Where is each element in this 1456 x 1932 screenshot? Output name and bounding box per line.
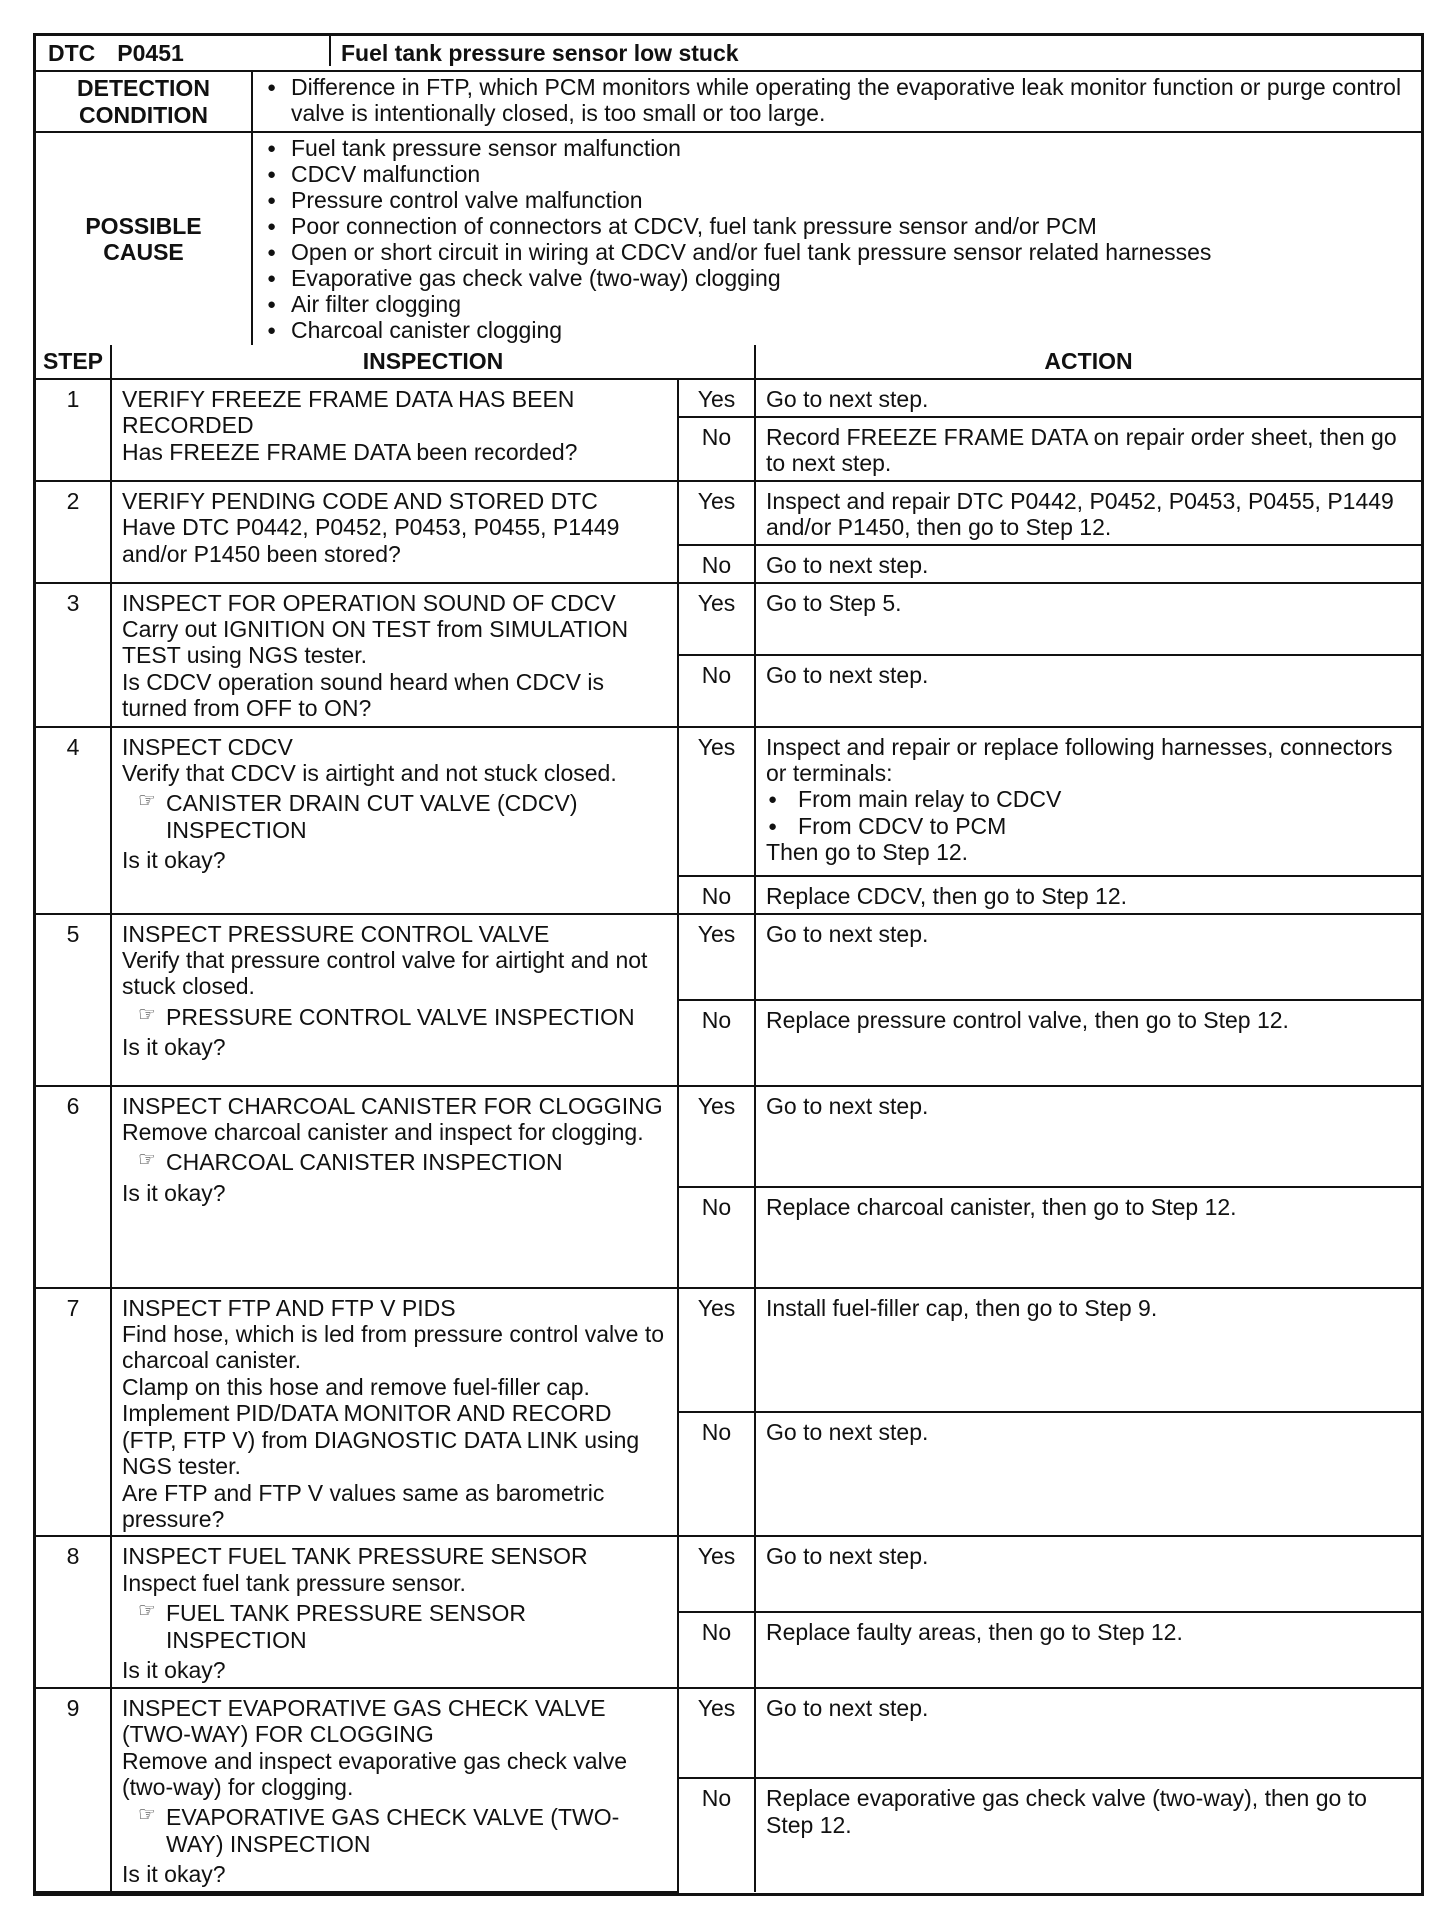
step-instruction: Implement PID/DATA MONITOR AND RECORD (FTP, FTP V) from DIAGNOSTIC DATA LINK using NGS tester. [122, 1400, 640, 1480]
step-title: INSPECT FUEL TANK PRESSURE SENSOR [122, 1543, 588, 1570]
step-instruction: Carry out IGNITION ON TEST from SIMULATION TEST using NGS tester. [122, 615, 629, 669]
step-instruction: Is CDCV operation sound heard when CDCV is turned from OFF to ON? [122, 668, 604, 722]
reference-text: EVAPORATIVE GAS CHECK VALVE (TWO-WAY) INSPECTION [166, 1804, 620, 1857]
step-instruction: Clamp on this hose and remove fuel-filler cap. [122, 1373, 590, 1400]
reference-text: CHARCOAL CANISTER INSPECTION [166, 1149, 563, 1176]
possible-cause-label: POSSIBLE CAUSE [36, 133, 253, 345]
step-number: 9 [36, 1688, 111, 1892]
step-row [36, 914, 1421, 1000]
step-inspection [111, 481, 678, 583]
step-row [36, 1086, 1421, 1187]
no-action: Replace faulty areas, then go to Step 12. [755, 1612, 1421, 1688]
step-number: 7 [36, 1288, 111, 1537]
step-number: 8 [36, 1536, 111, 1687]
yes-action [755, 1288, 1421, 1412]
dtc-code-cell [36, 36, 331, 66]
step-instruction: Verify that pressure control valve for airtight and not stuck closed. [122, 946, 648, 1000]
step-question: Is it okay? [122, 1657, 226, 1684]
no-label: No [678, 545, 755, 583]
step-question: Is it okay? [122, 847, 226, 874]
no-action: Replace CDCV, then go to Step 12. [755, 876, 1421, 914]
possible-cause-row [36, 133, 1421, 345]
no-action: Record FREEZE FRAME DATA on repair order sheet, then go to next step. [755, 417, 1421, 481]
no-action: Replace charcoal canister, then go to Step 12. [755, 1187, 1421, 1288]
step-number: 6 [36, 1086, 111, 1288]
pointing-hand-icon: ☞ [138, 790, 156, 813]
no-label: No [678, 1612, 755, 1688]
step-instruction: Remove and inspect evaporative gas check valve (two-way) for clogging. [122, 1747, 628, 1800]
step-number: 2 [36, 481, 111, 583]
reference-link[interactable] [122, 1004, 669, 1030]
yes-label: Yes [678, 481, 755, 545]
no-label: No [678, 1187, 755, 1288]
action-header: ACTION [755, 345, 1421, 378]
yes-action-text: Go to next step. [766, 1543, 929, 1570]
yes-label: Yes [678, 1086, 755, 1187]
dtc-title: Fuel tank pressure sensor low stuck [341, 40, 739, 66]
dtc-label: DTC [48, 40, 96, 66]
yes-label: Yes [678, 1688, 755, 1779]
step-title: VERIFY FREEZE FRAME DATA HAS BEEN RECORDED [122, 385, 575, 439]
step-inspection [111, 1086, 678, 1288]
reference-text: CANISTER DRAIN CUT VALVE (CDCV) INSPECTION [166, 790, 578, 843]
step-row [36, 727, 1421, 876]
step-header: STEP [36, 345, 111, 378]
step-number: 1 [36, 379, 111, 481]
pointing-hand-icon: ☞ [138, 1804, 156, 1827]
step-title: VERIFY PENDING CODE AND STORED DTC [122, 487, 598, 514]
step-inspection [111, 1288, 678, 1537]
step-instruction: Find hose, which is led from pressure control valve to charcoal canister. [122, 1320, 665, 1374]
no-label: No [678, 876, 755, 914]
yes-action-text: Go to next step. [766, 1694, 929, 1721]
step-inspection [111, 1688, 678, 1892]
yes-action [755, 727, 1421, 876]
no-action: Go to next step. [755, 655, 1421, 727]
reference-text: FUEL TANK PRESSURE SENSOR INSPECTION [166, 1600, 526, 1653]
step-row [36, 1536, 1421, 1612]
step-row [36, 1288, 1421, 1412]
yes-action [755, 1688, 1421, 1779]
step-title: INSPECT CHARCOAL CANISTER FOR CLOGGING [122, 1092, 663, 1119]
step-inspection [111, 379, 678, 481]
yes-action-text: Go to next step. [766, 385, 929, 412]
step-number: 3 [36, 583, 111, 727]
step-row [36, 1688, 1421, 1779]
step-row [36, 583, 1421, 655]
step-question: Is it okay? [122, 1034, 226, 1061]
reference-link[interactable] [122, 1804, 669, 1857]
step-row [36, 481, 1421, 545]
yes-action-text: Go to next step. [766, 920, 929, 947]
yes-action [755, 481, 1421, 545]
no-action: Replace evaporative gas check valve (two-way), then go to Step 12. [755, 1778, 1421, 1891]
yes-action [755, 583, 1421, 655]
yes-action-bullet: ● From main relay to CDCV [766, 786, 1413, 812]
no-label: No [678, 417, 755, 481]
yes-action-text: Install fuel-filler cap, then go to Step 9. [766, 1294, 1158, 1321]
step-title: INSPECT FOR OPERATION SOUND OF CDCV [122, 589, 616, 616]
yes-label: Yes [678, 1536, 755, 1612]
yes-action-text: Go to Step 5. [766, 589, 902, 616]
inspection-table [36, 345, 1421, 1892]
pointing-hand-icon: ☞ [138, 1600, 156, 1623]
yes-label: Yes [678, 379, 755, 417]
step-title: INSPECT EVAPORATIVE GAS CHECK VALVE (TWO-WAY) FOR CLOGGING [122, 1694, 606, 1748]
step-inspection [111, 1536, 678, 1687]
possible-cause-item: ● CDCV malfunction [261, 161, 1413, 187]
yes-label: Yes [678, 1288, 755, 1412]
possible-cause-item: ● Poor connection of connectors at CDCV, fuel tank pressure sensor and/or PCM [261, 213, 1413, 239]
step-instruction: Has FREEZE FRAME DATA been recorded? [122, 438, 578, 465]
yes-action [755, 914, 1421, 1000]
no-label: No [678, 1000, 755, 1086]
possible-cause-item: ● Open or short circuit in wiring at CDCV and/or fuel tank pressure sensor related harnesses [261, 239, 1413, 265]
step-question: Is it okay? [122, 1861, 226, 1888]
step-number: 4 [36, 727, 111, 914]
yes-action-text: Go to next step. [766, 1092, 929, 1119]
possible-cause-item: ● Charcoal canister clogging [261, 317, 1413, 343]
step-title: INSPECT FTP AND FTP V PIDS [122, 1294, 456, 1321]
yes-action [755, 1536, 1421, 1612]
yes-action-bullet: ● From CDCV to PCM [766, 813, 1413, 839]
step-instruction: Remove charcoal canister and inspect for clogging. [122, 1118, 644, 1145]
reference-link[interactable] [122, 790, 669, 843]
detection-condition-row [36, 72, 1421, 133]
reference-text: PRESSURE CONTROL VALVE INSPECTION [166, 1003, 635, 1030]
step-inspection [111, 727, 678, 914]
no-action: Go to next step. [755, 545, 1421, 583]
reference-link[interactable] [122, 1149, 669, 1175]
possible-cause-item: ● Evaporative gas check valve (two-way) clogging [261, 265, 1413, 291]
pointing-hand-icon: ☞ [138, 1149, 156, 1172]
step-instruction: Have DTC P0442, P0452, P0453, P0455, P1449 and/or P1450 been stored? [122, 514, 620, 567]
no-action: Go to next step. [755, 1412, 1421, 1536]
detection-condition-item: ● Difference in FTP, which PCM monitors while operating the evaporative leak monitor function or purge control valve is intentionally closed, is too small or too large. [261, 74, 1413, 126]
step-title: INSPECT PRESSURE CONTROL VALVE [122, 920, 550, 947]
detection-condition-label: DETECTION CONDITION [36, 72, 253, 131]
possible-cause-item: ● Air filter clogging [261, 291, 1413, 317]
yes-label: Yes [678, 727, 755, 876]
step-row [36, 379, 1421, 417]
step-instruction: Are FTP and FTP V values same as barometric pressure? [122, 1479, 605, 1532]
dtc-document [33, 33, 1424, 1896]
no-action: Replace pressure control valve, then go to Step 12. [755, 1000, 1421, 1086]
step-question: Is it okay? [122, 1179, 226, 1206]
step-instruction: Inspect fuel tank pressure sensor. [122, 1569, 466, 1596]
dtc-code: P0451 [117, 40, 184, 66]
possible-cause-item: ● Fuel tank pressure sensor malfunction [261, 135, 1413, 161]
yes-action [755, 1086, 1421, 1187]
yes-action [755, 379, 1421, 417]
no-label: No [678, 1778, 755, 1891]
no-label: No [678, 655, 755, 727]
yes-action-text: Inspect and repair DTC P0442, P0452, P0453, P0455, P1449 and/or P1450, then go to Step 12. [766, 487, 1394, 541]
step-instruction: Verify that CDCV is airtight and not stuck closed. [122, 759, 617, 786]
possible-cause-item: ● Pressure control valve malfunction [261, 187, 1413, 213]
reference-link[interactable] [122, 1600, 669, 1653]
no-label: No [678, 1412, 755, 1536]
yes-action-text: Inspect and repair or replace following harnesses, connectors or terminals: [766, 733, 1393, 786]
yes-label: Yes [678, 583, 755, 655]
pointing-hand-icon: ☞ [138, 1003, 156, 1026]
step-inspection [111, 914, 678, 1086]
step-number: 5 [36, 914, 111, 1086]
yes-label: Yes [678, 914, 755, 1000]
dtc-header [36, 36, 1421, 72]
step-inspection [111, 583, 678, 727]
yes-action-followup: Then go to Step 12. [766, 839, 969, 866]
inspection-header: INSPECTION [111, 345, 755, 378]
step-title: INSPECT CDCV [122, 733, 293, 760]
